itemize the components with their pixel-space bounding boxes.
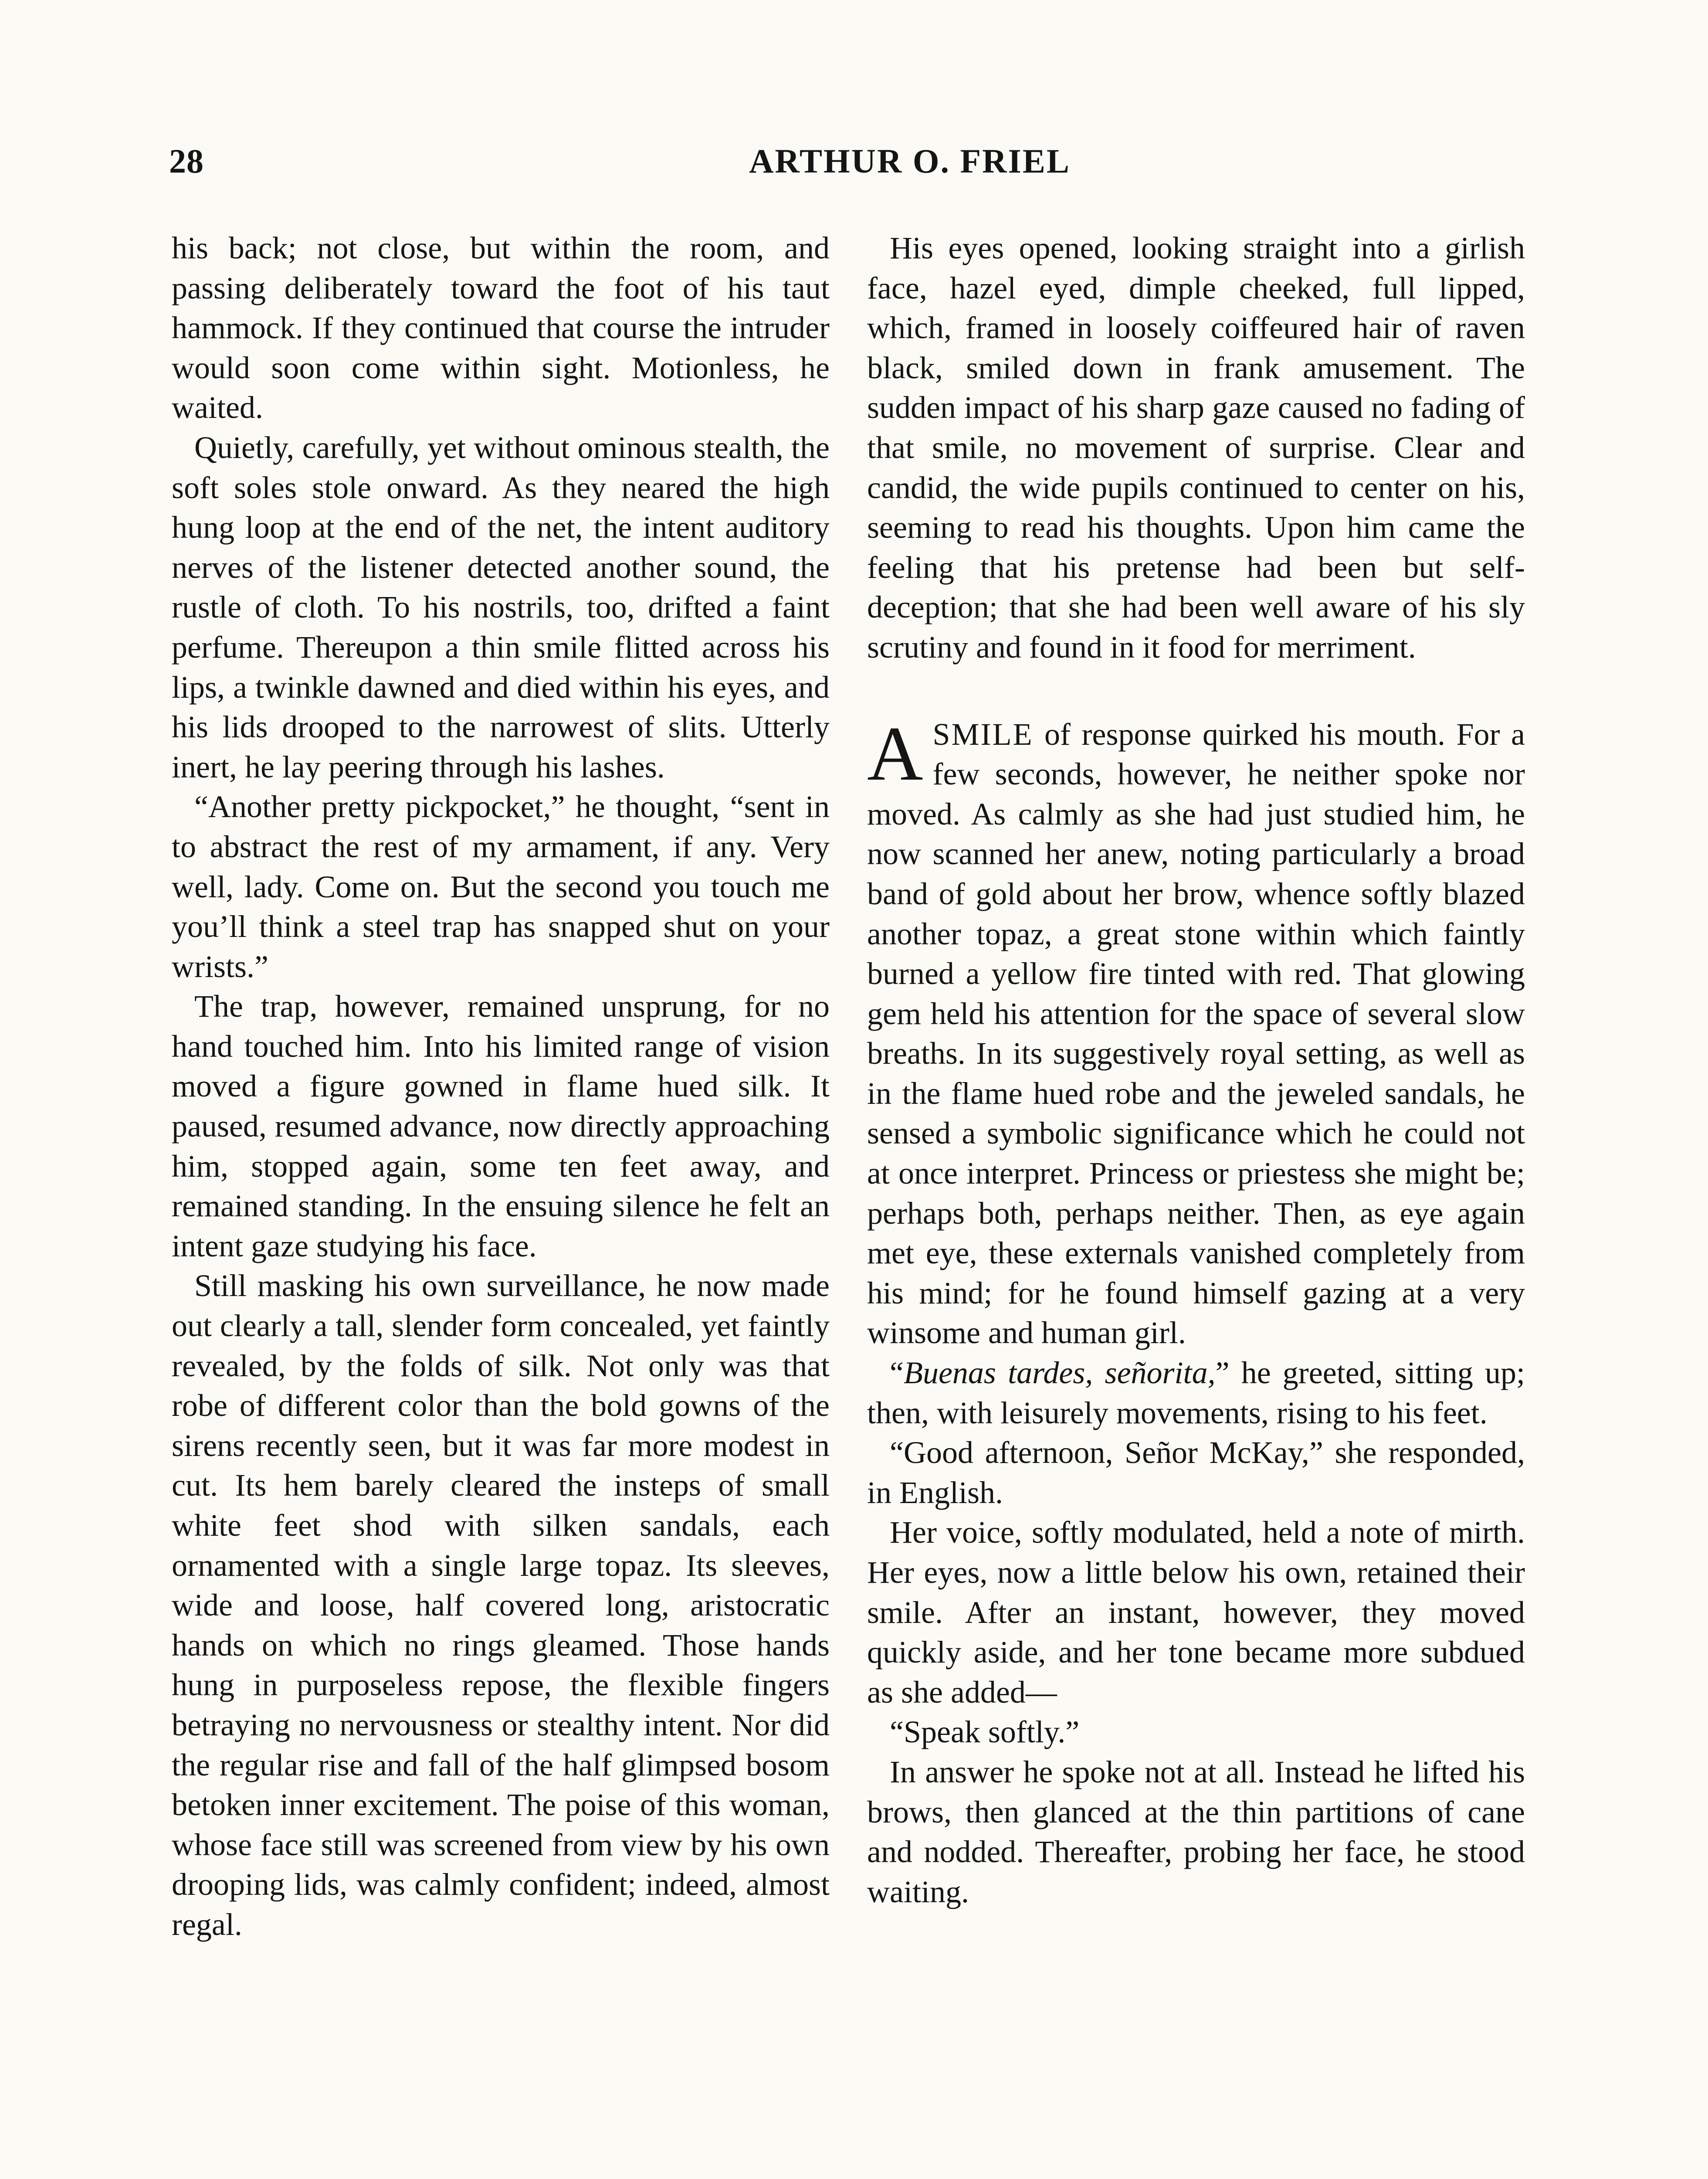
paragraph: In answer he spoke not at all. Instead he lifted his brows, then glanced at the thin partitions of cane and nodded. Thereafter, probing her face, he stood waiting. xyxy=(867,1754,1525,1909)
section-break xyxy=(867,668,1525,715)
paragraph: Still masking his own surveillance, he now made out clearly a tall, slender form concealed, yet faintly revealed, by the folds of silk. Not only was that robe of different color than the bold gowns of the sirens recently seen, but it was far more modest in cut. Its hem barely cleared the insteps of small white feet shod with silken sandals, each ornamented with a single large topaz. Its sleeves, wide and loose, half covered long, aristocratic hands on which no rings gleamed. Those hands hung in purposeless repose, the flexible fingers betraying no nervousness or stealthy intent. Nor did the regular rise and fall of the half glimpsed bosom betoken inner excitement. The poise of this woman, whose face still was screened from view by his own drooping lids, was calmly confident; indeed, almost regal. xyxy=(172,1268,830,1942)
open-quote: “ xyxy=(890,1355,904,1391)
paragraph: The trap, however, remained unsprung, for no hand touched him. Into his limited range of vision moved a figure gowned in flame hued silk. It paused, resumed advance, now directly approaching him, stopped again, some ten feet away, and remained standing. In the ensuing silence he felt an intent gaze studying his face. xyxy=(172,989,830,1263)
paragraph: his back; not close, but within the room, and passing deliberately toward the foot of his taut hammock. If they continued that course the intruder would soon come within sight. Motionless, he waited. xyxy=(172,231,830,425)
running-title: ARTHUR O. FRIEL xyxy=(749,142,1071,180)
paragraph xyxy=(867,1353,1525,1433)
paragraph: Her voice, softly modulated, held a note of mirth. Her eyes, now a little below his own, retained their smile. After an instant, however, they moved quickly aside, and her tone became more subdued as she added— xyxy=(867,1515,1525,1710)
drop-cap: A xyxy=(867,710,923,797)
paragraph-text: ” he greeted, sitting up; then, with leisurely movements, rising to his feet. xyxy=(867,1355,1525,1430)
paragraph: Quietly, carefully, yet without ominous stealth, the soft soles stole onward. As they neared the high hung loop at the end of the net, the intent auditory nerves of the listener detected another sound, the rustle of cloth. To his nostrils, too, drifted a faint perfume. Thereupon a thin smile flitted across his lips, a twinkle dawned and died within his eyes, and his lids drooped to the narrowest of slits. Utterly inert, he lay peering through his lashes. xyxy=(172,430,830,784)
paragraph: “Speak softly.” xyxy=(890,1714,1080,1750)
page-number: 28 xyxy=(169,142,204,180)
spanish-greeting: Buenas tardes, señorita, xyxy=(903,1355,1216,1391)
left-column xyxy=(172,228,830,1945)
page-header xyxy=(169,142,1528,190)
small-caps-lead: SMILE xyxy=(932,716,1034,752)
right-column xyxy=(867,228,1525,1912)
paragraph: His eyes opened, looking straight into a girlish face, hazel eyed, dimple cheeked, full lipped, which, framed in loosely coiffeured hair of raven black, smiled down in frank amusement. The sudden impact of his sharp gaze caused no fading of that smile, no movement of surprise. Clear and candid, the wide pupils continued to center on his, seeming to read his thoughts. Upon him came the feeling that his pretense had been but self-deception; that she had been well aware of his sly scrutiny and found in it food for merriment. xyxy=(867,231,1525,665)
paragraph: “Another pretty pickpocket,” he thought, “sent in to abstract the rest of my armament, if any. Very well, lady. Come on. But the second you touch me you’ll think a steel trap has snapped shut on your wrists.” xyxy=(172,789,830,984)
section-opening-paragraph xyxy=(867,710,1525,1354)
paragraph: “Good afternoon, Señor McKay,” she responded, in English. xyxy=(867,1435,1525,1510)
paragraph-text: of response quirked his mouth. For a few seconds, however, he neither spoke nor moved. As calmly as she had just studied him, he now scanned her anew, noting particularly a broad band of gold about her brow, whence softly blazed another topaz, a great stone within which faintly burned a yellow fire tinted with red. That glowing gem held his attention for the space of several slow breaths. In its suggestively royal setting, as well as in the flame hued robe and the jeweled sandals, he sensed a symbolic significance which he could not at once interpret. Princess or priestess she might be; perhaps both, perhaps neither. Then, as eye again met eye, these externals vanished completely from his mind; for he found himself gazing at a very winsome and human girl. xyxy=(867,716,1525,1351)
